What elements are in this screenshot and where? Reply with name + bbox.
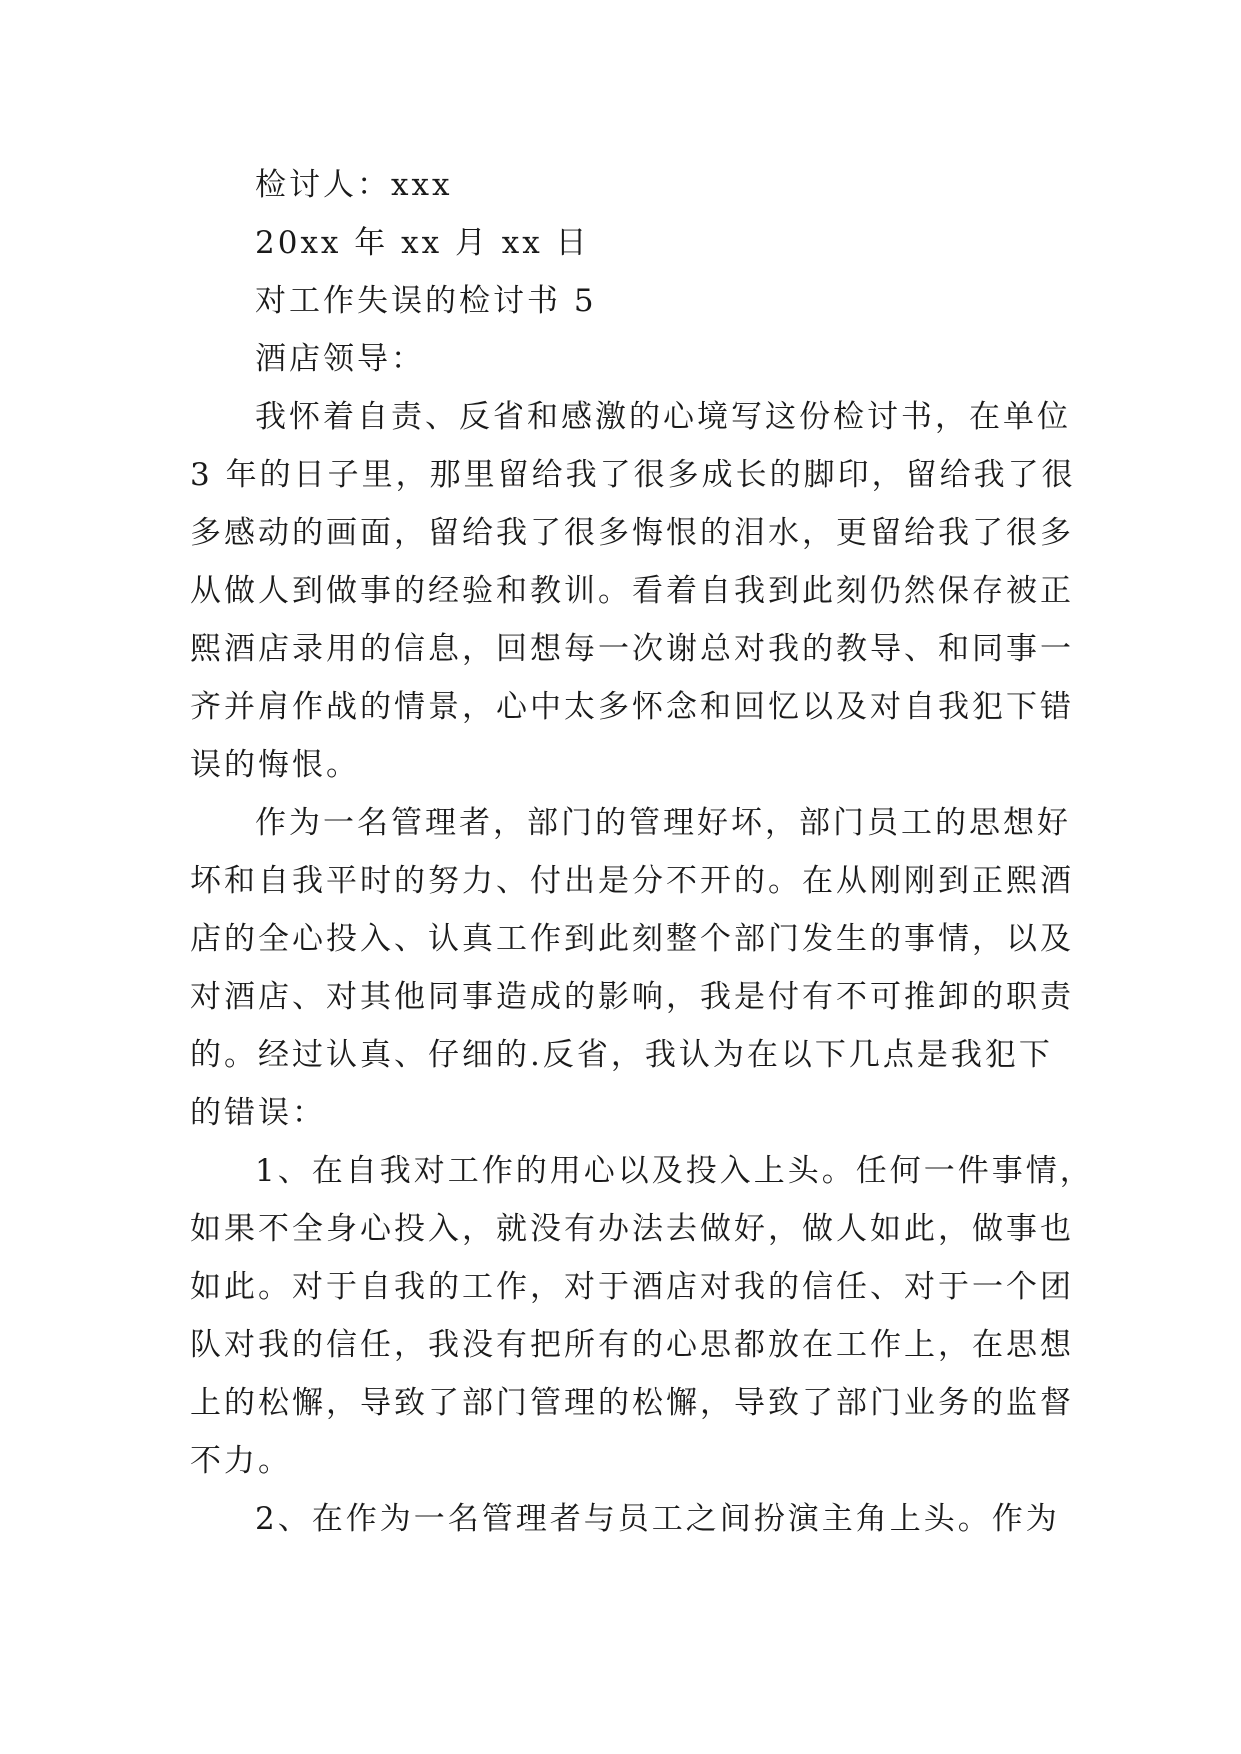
paragraph-line: 的错误： bbox=[190, 1095, 326, 1131]
paragraph-line: 3 年的日子里，那里留给我了很多成长的脚印，留给我了很 bbox=[190, 457, 1076, 493]
paragraph-line: 1、在自我对工作的用心以及投入上头。任何一件事情， bbox=[255, 1153, 1094, 1189]
salutation: 酒店领导： bbox=[255, 341, 425, 377]
paragraph-line: 我怀着自责、反省和感激的心境写这份检讨书，在单位 bbox=[255, 399, 1071, 435]
date-line: 20xx 年 xx 月 xx 日 bbox=[255, 225, 590, 261]
reviewer-line: 检讨人：xxx bbox=[255, 167, 453, 203]
paragraph-line: 队对我的信任，我没有把所有的心思都放在工作上，在思想 bbox=[190, 1327, 1074, 1363]
paragraph-line: 熙酒店录用的信息，回想每一次谢总对我的教导、和同事一 bbox=[190, 631, 1074, 667]
paragraph-line: 从做人到做事的经验和教训。看着自我到此刻仍然保存被正 bbox=[190, 573, 1074, 609]
paragraph-3 bbox=[190, 1142, 1094, 1490]
paragraph-4 bbox=[190, 1490, 1060, 1548]
paragraph-line: 的。经过认真、仔细的.反省，我认为在以下几点是我犯下 bbox=[190, 1037, 1053, 1073]
paragraph-2 bbox=[190, 794, 1074, 1142]
paragraph-line: 对酒店、对其他同事造成的影响，我是付有不可推卸的职责 bbox=[190, 979, 1074, 1015]
paragraph-line: 坏和自我平时的努力、付出是分不开的。在从刚刚到正熙酒 bbox=[190, 863, 1074, 899]
document-title: 对工作失误的检讨书 5 bbox=[255, 283, 597, 319]
document-body bbox=[190, 156, 1094, 1548]
paragraph-line: 如此。对于自我的工作，对于酒店对我的信任、对于一个团 bbox=[190, 1269, 1074, 1305]
paragraph-1 bbox=[190, 388, 1076, 794]
paragraph-line: 不力。 bbox=[190, 1443, 292, 1479]
paragraph-line: 店的全心投入、认真工作到此刻整个部门发生的事情，以及 bbox=[190, 921, 1074, 957]
paragraph-line: 多感动的画面，留给我了很多悔恨的泪水，更留给我了很多 bbox=[190, 515, 1074, 551]
paragraph-line: 误的悔恨。 bbox=[190, 747, 360, 783]
paragraph-line: 如果不全身心投入，就没有办法去做好，做人如此，做事也 bbox=[190, 1211, 1074, 1247]
paragraph-line: 作为一名管理者，部门的管理好坏，部门员工的思想好 bbox=[255, 805, 1071, 841]
paragraph-line: 上的松懈，导致了部门管理的松懈，导致了部门业务的监督 bbox=[190, 1385, 1074, 1421]
paragraph-line: 2、在作为一名管理者与员工之间扮演主角上头。作为 bbox=[255, 1501, 1060, 1537]
paragraph-line: 齐并肩作战的情景，心中太多怀念和回忆以及对自我犯下错 bbox=[190, 689, 1074, 725]
